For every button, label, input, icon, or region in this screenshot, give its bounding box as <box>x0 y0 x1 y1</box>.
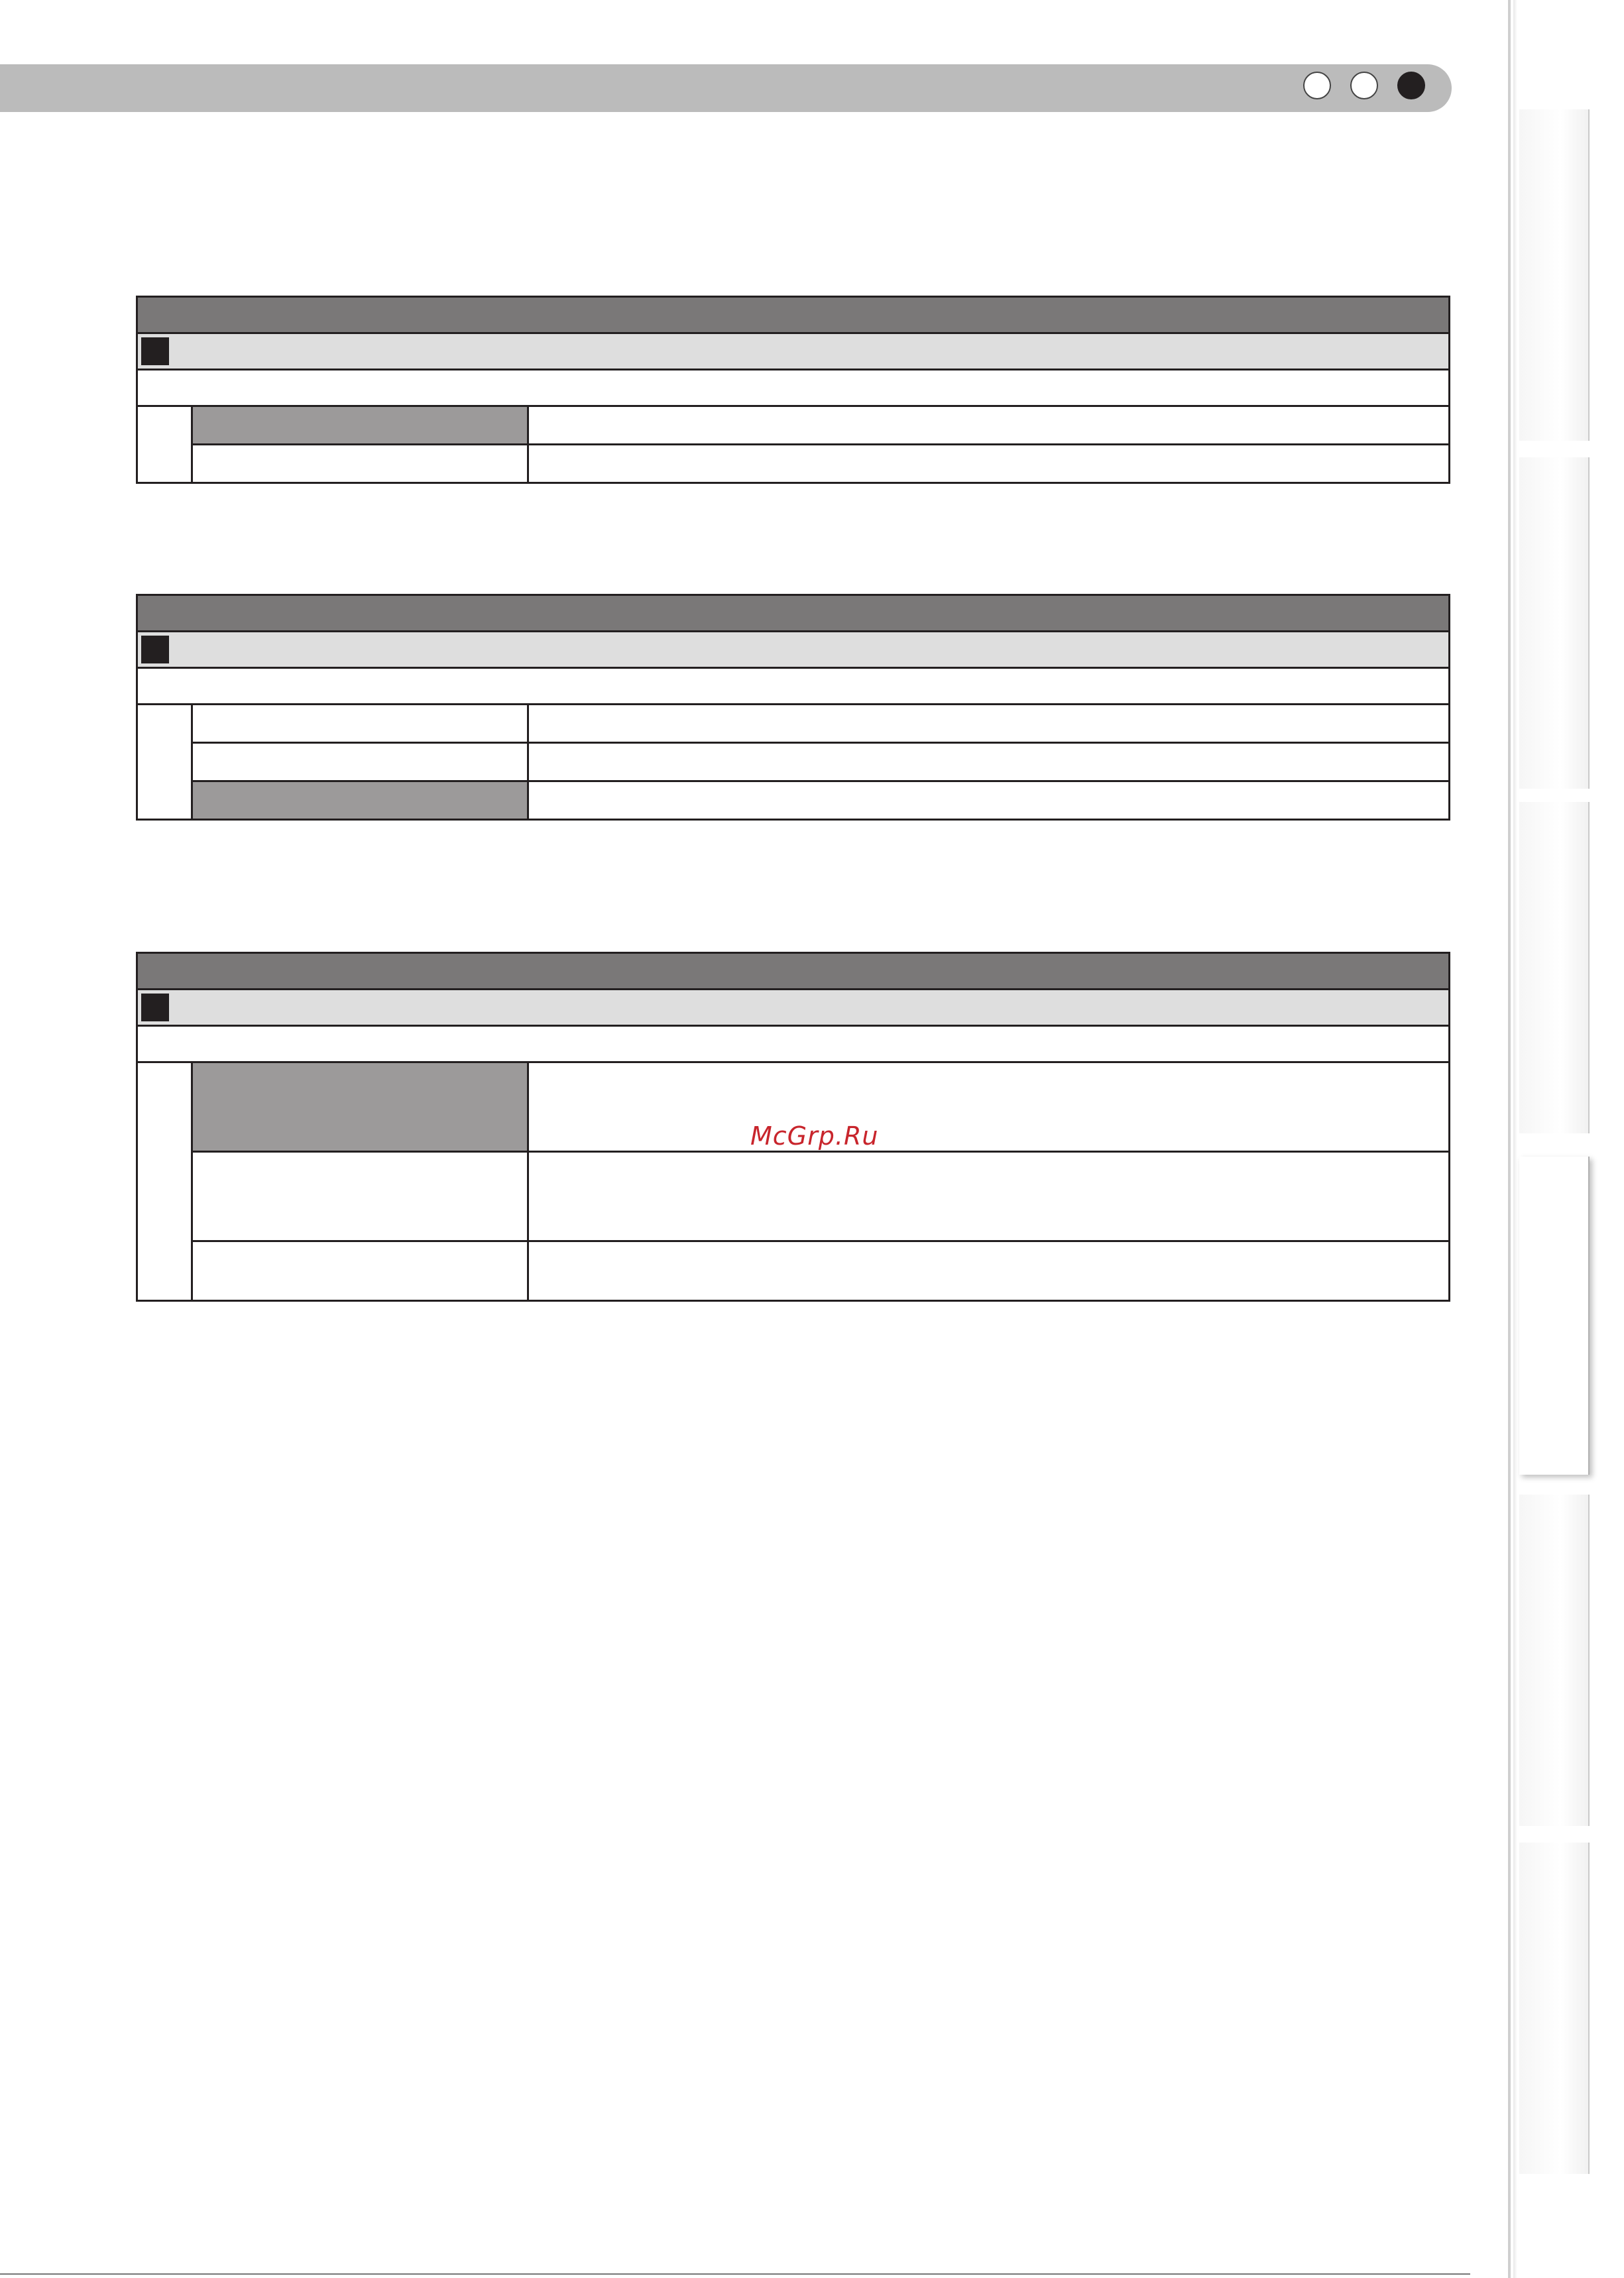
table-row <box>137 781 1450 820</box>
square-bullet-icon <box>141 636 169 663</box>
option-value <box>528 406 1450 445</box>
option-value <box>528 743 1450 781</box>
option-value <box>528 445 1450 483</box>
side-tab-5[interactable] <box>1519 1495 1590 1826</box>
settings-table-2 <box>136 594 1450 821</box>
table-title-row <box>137 297 1450 333</box>
table-subheader-row <box>137 333 1450 370</box>
indent-cell <box>137 705 192 820</box>
table-title-row <box>137 953 1450 990</box>
table-title-row <box>137 595 1450 632</box>
side-tab-strip-edge <box>1513 0 1517 2278</box>
option-label <box>192 743 528 781</box>
side-tab-1[interactable] <box>1519 109 1590 441</box>
table-row <box>137 705 1450 743</box>
table-subheader-row <box>137 632 1450 668</box>
watermark-text: McGrp.Ru <box>750 1121 879 1151</box>
option-value <box>528 705 1450 743</box>
table-subheader-row <box>137 990 1450 1026</box>
table-description-row <box>137 668 1450 705</box>
square-bullet-icon <box>141 337 169 365</box>
option-value <box>528 1062 1450 1152</box>
side-tab-4-active[interactable] <box>1519 1157 1590 1475</box>
table-description-row <box>137 1026 1450 1062</box>
table-row <box>137 1241 1450 1301</box>
table-row <box>137 1152 1450 1241</box>
table-row <box>137 743 1450 781</box>
table-row <box>137 406 1450 445</box>
option-value <box>528 781 1450 820</box>
side-tab-3[interactable] <box>1519 802 1590 1133</box>
option-label <box>192 1152 528 1241</box>
settings-table-1 <box>136 296 1450 484</box>
square-bullet-icon <box>141 994 169 1021</box>
option-label-selected <box>192 406 528 445</box>
side-tab-2[interactable] <box>1519 457 1590 789</box>
header-bar <box>0 64 1452 112</box>
option-value <box>528 1152 1450 1241</box>
page-indicator-dot-2 <box>1350 72 1378 99</box>
option-value <box>528 1241 1450 1301</box>
option-label <box>192 1241 528 1301</box>
bottom-rule <box>0 2273 1470 2275</box>
table-description-row <box>137 370 1450 406</box>
side-tab-6[interactable] <box>1519 1843 1590 2174</box>
table-row <box>137 445 1450 483</box>
indent-cell <box>137 406 192 483</box>
option-label-selected <box>192 781 528 820</box>
page-indicator-dot-3 <box>1397 72 1425 99</box>
indent-cell <box>137 1062 192 1301</box>
option-label <box>192 445 528 483</box>
option-label <box>192 705 528 743</box>
option-label-selected <box>192 1062 528 1152</box>
page-indicator-dot-1 <box>1303 72 1331 99</box>
